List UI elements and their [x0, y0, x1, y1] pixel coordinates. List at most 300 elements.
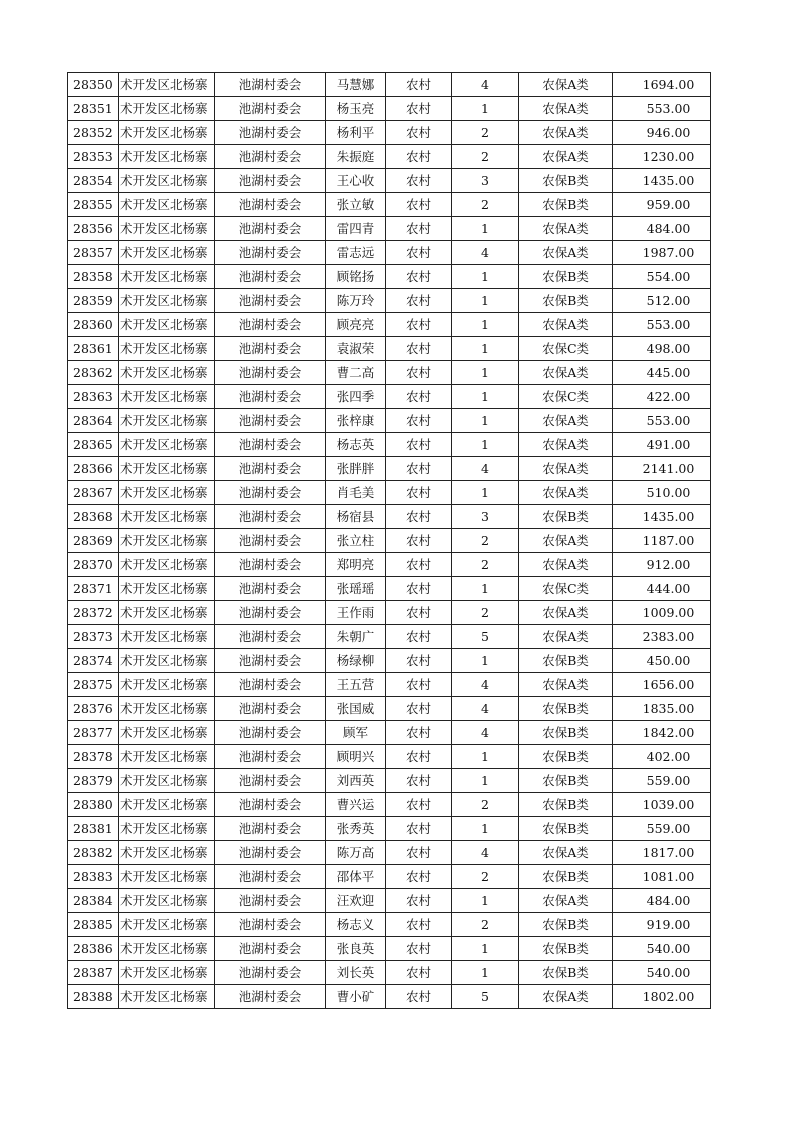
person-name-cell: 张良英: [326, 937, 386, 961]
insurance-category-cell: 农保B类: [519, 745, 613, 769]
district-cell: 术开发区北杨寨: [119, 241, 215, 265]
amount-cell: 540.00: [613, 961, 711, 985]
insurance-category-cell: 农保A类: [519, 145, 613, 169]
district-cell: 术开发区北杨寨: [119, 505, 215, 529]
household-type-cell: 农村: [386, 769, 452, 793]
person-name-cell: 曹小矿: [326, 985, 386, 1009]
insurance-category-cell: 农保A类: [519, 601, 613, 625]
member-count-cell: 1: [452, 937, 519, 961]
person-name-cell: 顾铭扬: [326, 265, 386, 289]
record-id-cell: 28383: [68, 865, 119, 889]
district-cell: 术开发区北杨寨: [119, 481, 215, 505]
village-committee-cell: 池湖村委会: [215, 241, 326, 265]
person-name-cell: 袁淑荣: [326, 337, 386, 361]
table-row: [68, 505, 711, 529]
amount-cell: 498.00: [613, 337, 711, 361]
amount-cell: 445.00: [613, 361, 711, 385]
insurance-category-cell: 农保A类: [519, 433, 613, 457]
household-type-cell: 农村: [386, 145, 452, 169]
district-cell: 术开发区北杨寨: [119, 265, 215, 289]
record-id-cell: 28379: [68, 769, 119, 793]
record-id-cell: 28362: [68, 361, 119, 385]
member-count-cell: 1: [452, 433, 519, 457]
table-row: [68, 337, 711, 361]
district-cell: 术开发区北杨寨: [119, 841, 215, 865]
person-name-cell: 张瑶瑶: [326, 577, 386, 601]
record-id-cell: 28374: [68, 649, 119, 673]
district-cell: 术开发区北杨寨: [119, 985, 215, 1009]
village-committee-cell: 池湖村委会: [215, 817, 326, 841]
table-row: [68, 193, 711, 217]
record-id-cell: 28357: [68, 241, 119, 265]
village-committee-cell: 池湖村委会: [215, 985, 326, 1009]
household-type-cell: 农村: [386, 505, 452, 529]
insurance-category-cell: 农保A类: [519, 97, 613, 121]
household-type-cell: 农村: [386, 313, 452, 337]
district-cell: 术开发区北杨寨: [119, 697, 215, 721]
member-count-cell: 2: [452, 553, 519, 577]
member-count-cell: 1: [452, 745, 519, 769]
district-cell: 术开发区北杨寨: [119, 817, 215, 841]
amount-cell: 553.00: [613, 313, 711, 337]
amount-cell: 553.00: [613, 409, 711, 433]
household-type-cell: 农村: [386, 817, 452, 841]
record-id-cell: 28366: [68, 457, 119, 481]
person-name-cell: 张立柱: [326, 529, 386, 553]
insurance-category-cell: 农保A类: [519, 241, 613, 265]
table-row: [68, 529, 711, 553]
record-id-cell: 28387: [68, 961, 119, 985]
member-count-cell: 1: [452, 265, 519, 289]
member-count-cell: 2: [452, 193, 519, 217]
person-name-cell: 陈万玲: [326, 289, 386, 313]
table-row: [68, 649, 711, 673]
table-row: [68, 817, 711, 841]
amount-cell: 402.00: [613, 745, 711, 769]
member-count-cell: 4: [452, 841, 519, 865]
amount-cell: 946.00: [613, 121, 711, 145]
person-name-cell: 杨宿县: [326, 505, 386, 529]
insurance-category-cell: 农保B类: [519, 649, 613, 673]
district-cell: 术开发区北杨寨: [119, 769, 215, 793]
household-type-cell: 农村: [386, 697, 452, 721]
subsidy-table: [67, 72, 711, 1009]
table-row: [68, 601, 711, 625]
table-row: [68, 697, 711, 721]
person-name-cell: 朱振庭: [326, 145, 386, 169]
record-id-cell: 28367: [68, 481, 119, 505]
table-row: [68, 913, 711, 937]
record-id-cell: 28371: [68, 577, 119, 601]
record-id-cell: 28376: [68, 697, 119, 721]
household-type-cell: 农村: [386, 265, 452, 289]
insurance-category-cell: 农保A类: [519, 625, 613, 649]
household-type-cell: 农村: [386, 601, 452, 625]
village-committee-cell: 池湖村委会: [215, 169, 326, 193]
household-type-cell: 农村: [386, 337, 452, 361]
household-type-cell: 农村: [386, 457, 452, 481]
village-committee-cell: 池湖村委会: [215, 553, 326, 577]
amount-cell: 1835.00: [613, 697, 711, 721]
insurance-category-cell: 农保A类: [519, 673, 613, 697]
amount-cell: 1039.00: [613, 793, 711, 817]
member-count-cell: 1: [452, 97, 519, 121]
village-committee-cell: 池湖村委会: [215, 577, 326, 601]
insurance-category-cell: 农保B类: [519, 289, 613, 313]
amount-cell: 422.00: [613, 385, 711, 409]
insurance-category-cell: 农保A类: [519, 361, 613, 385]
person-name-cell: 陈万高: [326, 841, 386, 865]
record-id-cell: 28388: [68, 985, 119, 1009]
district-cell: 术开发区北杨寨: [119, 601, 215, 625]
village-committee-cell: 池湖村委会: [215, 841, 326, 865]
table-row: [68, 409, 711, 433]
record-id-cell: 28381: [68, 817, 119, 841]
member-count-cell: 2: [452, 121, 519, 145]
member-count-cell: 2: [452, 601, 519, 625]
table-row: [68, 673, 711, 697]
record-id-cell: 28361: [68, 337, 119, 361]
district-cell: 术开发区北杨寨: [119, 169, 215, 193]
amount-cell: 1187.00: [613, 529, 711, 553]
insurance-category-cell: 农保C类: [519, 337, 613, 361]
district-cell: 术开发区北杨寨: [119, 361, 215, 385]
household-type-cell: 农村: [386, 121, 452, 145]
household-type-cell: 农村: [386, 529, 452, 553]
person-name-cell: 肖毛美: [326, 481, 386, 505]
household-type-cell: 农村: [386, 361, 452, 385]
person-name-cell: 顾亮亮: [326, 313, 386, 337]
insurance-category-cell: 农保C类: [519, 577, 613, 601]
record-id-cell: 28386: [68, 937, 119, 961]
district-cell: 术开发区北杨寨: [119, 889, 215, 913]
record-id-cell: 28373: [68, 625, 119, 649]
district-cell: 术开发区北杨寨: [119, 457, 215, 481]
person-name-cell: 杨志义: [326, 913, 386, 937]
member-count-cell: 1: [452, 385, 519, 409]
record-id-cell: 28382: [68, 841, 119, 865]
insurance-category-cell: 农保A类: [519, 457, 613, 481]
household-type-cell: 农村: [386, 841, 452, 865]
record-id-cell: 28359: [68, 289, 119, 313]
village-committee-cell: 池湖村委会: [215, 601, 326, 625]
record-id-cell: 28351: [68, 97, 119, 121]
district-cell: 术开发区北杨寨: [119, 553, 215, 577]
village-committee-cell: 池湖村委会: [215, 721, 326, 745]
village-committee-cell: 池湖村委会: [215, 889, 326, 913]
household-type-cell: 农村: [386, 745, 452, 769]
table-row: [68, 793, 711, 817]
district-cell: 术开发区北杨寨: [119, 121, 215, 145]
insurance-category-cell: 农保A类: [519, 121, 613, 145]
person-name-cell: 张国威: [326, 697, 386, 721]
table-row: [68, 937, 711, 961]
insurance-category-cell: 农保A类: [519, 73, 613, 97]
insurance-category-cell: 农保A类: [519, 841, 613, 865]
household-type-cell: 农村: [386, 625, 452, 649]
member-count-cell: 5: [452, 625, 519, 649]
person-name-cell: 刘长英: [326, 961, 386, 985]
amount-cell: 1230.00: [613, 145, 711, 169]
member-count-cell: 2: [452, 865, 519, 889]
record-id-cell: 28358: [68, 265, 119, 289]
district-cell: 术开发区北杨寨: [119, 745, 215, 769]
record-id-cell: 28368: [68, 505, 119, 529]
record-id-cell: 28364: [68, 409, 119, 433]
amount-cell: 484.00: [613, 217, 711, 241]
district-cell: 术开发区北杨寨: [119, 385, 215, 409]
amount-cell: 540.00: [613, 937, 711, 961]
member-count-cell: 4: [452, 457, 519, 481]
member-count-cell: 1: [452, 289, 519, 313]
household-type-cell: 农村: [386, 985, 452, 1009]
amount-cell: 1694.00: [613, 73, 711, 97]
village-committee-cell: 池湖村委会: [215, 913, 326, 937]
person-name-cell: 张梓康: [326, 409, 386, 433]
village-committee-cell: 池湖村委会: [215, 529, 326, 553]
insurance-category-cell: 农保A类: [519, 889, 613, 913]
insurance-category-cell: 农保B类: [519, 865, 613, 889]
person-name-cell: 顾军: [326, 721, 386, 745]
person-name-cell: 顾明兴: [326, 745, 386, 769]
table-row: [68, 961, 711, 985]
household-type-cell: 农村: [386, 577, 452, 601]
amount-cell: 1987.00: [613, 241, 711, 265]
household-type-cell: 农村: [386, 409, 452, 433]
village-committee-cell: 池湖村委会: [215, 457, 326, 481]
district-cell: 术开发区北杨寨: [119, 313, 215, 337]
village-committee-cell: 池湖村委会: [215, 673, 326, 697]
village-committee-cell: 池湖村委会: [215, 313, 326, 337]
amount-cell: 919.00: [613, 913, 711, 937]
table-body: [68, 73, 711, 1009]
district-cell: 术开发区北杨寨: [119, 865, 215, 889]
table-row: [68, 865, 711, 889]
table-row: [68, 121, 711, 145]
insurance-category-cell: 农保A类: [519, 985, 613, 1009]
village-committee-cell: 池湖村委会: [215, 385, 326, 409]
insurance-category-cell: 农保C类: [519, 385, 613, 409]
household-type-cell: 农村: [386, 241, 452, 265]
amount-cell: 1817.00: [613, 841, 711, 865]
household-type-cell: 农村: [386, 289, 452, 313]
district-cell: 术开发区北杨寨: [119, 937, 215, 961]
person-name-cell: 张秀英: [326, 817, 386, 841]
insurance-category-cell: 农保B类: [519, 265, 613, 289]
member-count-cell: 3: [452, 169, 519, 193]
amount-cell: 444.00: [613, 577, 711, 601]
record-id-cell: 28385: [68, 913, 119, 937]
person-name-cell: 张立敏: [326, 193, 386, 217]
insurance-category-cell: 农保B类: [519, 961, 613, 985]
person-name-cell: 杨玉亮: [326, 97, 386, 121]
table-row: [68, 553, 711, 577]
village-committee-cell: 池湖村委会: [215, 73, 326, 97]
record-id-cell: 28352: [68, 121, 119, 145]
person-name-cell: 朱朝广: [326, 625, 386, 649]
village-committee-cell: 池湖村委会: [215, 217, 326, 241]
member-count-cell: 1: [452, 409, 519, 433]
insurance-category-cell: 农保A类: [519, 553, 613, 577]
district-cell: 术开发区北杨寨: [119, 673, 215, 697]
record-id-cell: 28355: [68, 193, 119, 217]
amount-cell: 559.00: [613, 817, 711, 841]
village-committee-cell: 池湖村委会: [215, 145, 326, 169]
village-committee-cell: 池湖村委会: [215, 265, 326, 289]
person-name-cell: 王作雨: [326, 601, 386, 625]
village-committee-cell: 池湖村委会: [215, 361, 326, 385]
district-cell: 术开发区北杨寨: [119, 217, 215, 241]
insurance-category-cell: 农保B类: [519, 913, 613, 937]
household-type-cell: 农村: [386, 553, 452, 577]
amount-cell: 450.00: [613, 649, 711, 673]
table-row: [68, 985, 711, 1009]
table-row: [68, 97, 711, 121]
table-row: [68, 73, 711, 97]
village-committee-cell: 池湖村委会: [215, 409, 326, 433]
record-id-cell: 28365: [68, 433, 119, 457]
district-cell: 术开发区北杨寨: [119, 409, 215, 433]
record-id-cell: 28377: [68, 721, 119, 745]
insurance-category-cell: 农保A类: [519, 481, 613, 505]
insurance-category-cell: 农保B类: [519, 193, 613, 217]
district-cell: 术开发区北杨寨: [119, 97, 215, 121]
district-cell: 术开发区北杨寨: [119, 721, 215, 745]
insurance-category-cell: 农保A类: [519, 409, 613, 433]
table-row: [68, 745, 711, 769]
member-count-cell: 1: [452, 889, 519, 913]
table-row: [68, 241, 711, 265]
village-committee-cell: 池湖村委会: [215, 337, 326, 361]
household-type-cell: 农村: [386, 673, 452, 697]
person-name-cell: 杨利平: [326, 121, 386, 145]
person-name-cell: 邵体平: [326, 865, 386, 889]
person-name-cell: 张四季: [326, 385, 386, 409]
insurance-category-cell: 农保B类: [519, 817, 613, 841]
table-row: [68, 721, 711, 745]
record-id-cell: 28378: [68, 745, 119, 769]
district-cell: 术开发区北杨寨: [119, 73, 215, 97]
amount-cell: 553.00: [613, 97, 711, 121]
member-count-cell: 2: [452, 145, 519, 169]
amount-cell: 2141.00: [613, 457, 711, 481]
table-row: [68, 313, 711, 337]
amount-cell: 1009.00: [613, 601, 711, 625]
record-id-cell: 28369: [68, 529, 119, 553]
member-count-cell: 4: [452, 241, 519, 265]
record-id-cell: 28372: [68, 601, 119, 625]
village-committee-cell: 池湖村委会: [215, 193, 326, 217]
insurance-category-cell: 农保A类: [519, 529, 613, 553]
member-count-cell: 1: [452, 361, 519, 385]
insurance-category-cell: 农保A类: [519, 217, 613, 241]
person-name-cell: 杨绿柳: [326, 649, 386, 673]
person-name-cell: 刘西英: [326, 769, 386, 793]
household-type-cell: 农村: [386, 169, 452, 193]
person-name-cell: 王五营: [326, 673, 386, 697]
member-count-cell: 1: [452, 481, 519, 505]
amount-cell: 491.00: [613, 433, 711, 457]
village-committee-cell: 池湖村委会: [215, 505, 326, 529]
person-name-cell: 张胖胖: [326, 457, 386, 481]
record-id-cell: 28384: [68, 889, 119, 913]
member-count-cell: 4: [452, 73, 519, 97]
village-committee-cell: 池湖村委会: [215, 649, 326, 673]
household-type-cell: 农村: [386, 433, 452, 457]
member-count-cell: 1: [452, 313, 519, 337]
member-count-cell: 1: [452, 337, 519, 361]
table-row: [68, 265, 711, 289]
village-committee-cell: 池湖村委会: [215, 961, 326, 985]
member-count-cell: 4: [452, 697, 519, 721]
household-type-cell: 农村: [386, 649, 452, 673]
district-cell: 术开发区北杨寨: [119, 337, 215, 361]
district-cell: 术开发区北杨寨: [119, 577, 215, 601]
insurance-category-cell: 农保B类: [519, 793, 613, 817]
insurance-category-cell: 农保B类: [519, 505, 613, 529]
table-row: [68, 769, 711, 793]
member-count-cell: 1: [452, 961, 519, 985]
district-cell: 术开发区北杨寨: [119, 961, 215, 985]
amount-cell: 959.00: [613, 193, 711, 217]
member-count-cell: 3: [452, 505, 519, 529]
village-committee-cell: 池湖村委会: [215, 769, 326, 793]
table-row: [68, 217, 711, 241]
village-committee-cell: 池湖村委会: [215, 625, 326, 649]
household-type-cell: 农村: [386, 793, 452, 817]
table-row: [68, 841, 711, 865]
village-committee-cell: 池湖村委会: [215, 121, 326, 145]
household-type-cell: 农村: [386, 961, 452, 985]
member-count-cell: 1: [452, 649, 519, 673]
record-id-cell: 28354: [68, 169, 119, 193]
amount-cell: 559.00: [613, 769, 711, 793]
table-row: [68, 145, 711, 169]
insurance-category-cell: 农保B类: [519, 169, 613, 193]
member-count-cell: 5: [452, 985, 519, 1009]
village-committee-cell: 池湖村委会: [215, 97, 326, 121]
amount-cell: 484.00: [613, 889, 711, 913]
district-cell: 术开发区北杨寨: [119, 625, 215, 649]
village-committee-cell: 池湖村委会: [215, 937, 326, 961]
insurance-category-cell: 农保B类: [519, 697, 613, 721]
record-id-cell: 28350: [68, 73, 119, 97]
district-cell: 术开发区北杨寨: [119, 193, 215, 217]
insurance-category-cell: 农保A类: [519, 313, 613, 337]
member-count-cell: 2: [452, 793, 519, 817]
table-row: [68, 457, 711, 481]
person-name-cell: 汪欢迎: [326, 889, 386, 913]
household-type-cell: 农村: [386, 937, 452, 961]
table-row: [68, 433, 711, 457]
amount-cell: 912.00: [613, 553, 711, 577]
member-count-cell: 4: [452, 721, 519, 745]
table-row: [68, 169, 711, 193]
village-committee-cell: 池湖村委会: [215, 745, 326, 769]
village-committee-cell: 池湖村委会: [215, 289, 326, 313]
village-committee-cell: 池湖村委会: [215, 481, 326, 505]
household-type-cell: 农村: [386, 73, 452, 97]
village-committee-cell: 池湖村委会: [215, 433, 326, 457]
household-type-cell: 农村: [386, 217, 452, 241]
household-type-cell: 农村: [386, 889, 452, 913]
person-name-cell: 雷四青: [326, 217, 386, 241]
district-cell: 术开发区北杨寨: [119, 529, 215, 553]
amount-cell: 512.00: [613, 289, 711, 313]
member-count-cell: 4: [452, 673, 519, 697]
village-committee-cell: 池湖村委会: [215, 697, 326, 721]
table-row: [68, 361, 711, 385]
